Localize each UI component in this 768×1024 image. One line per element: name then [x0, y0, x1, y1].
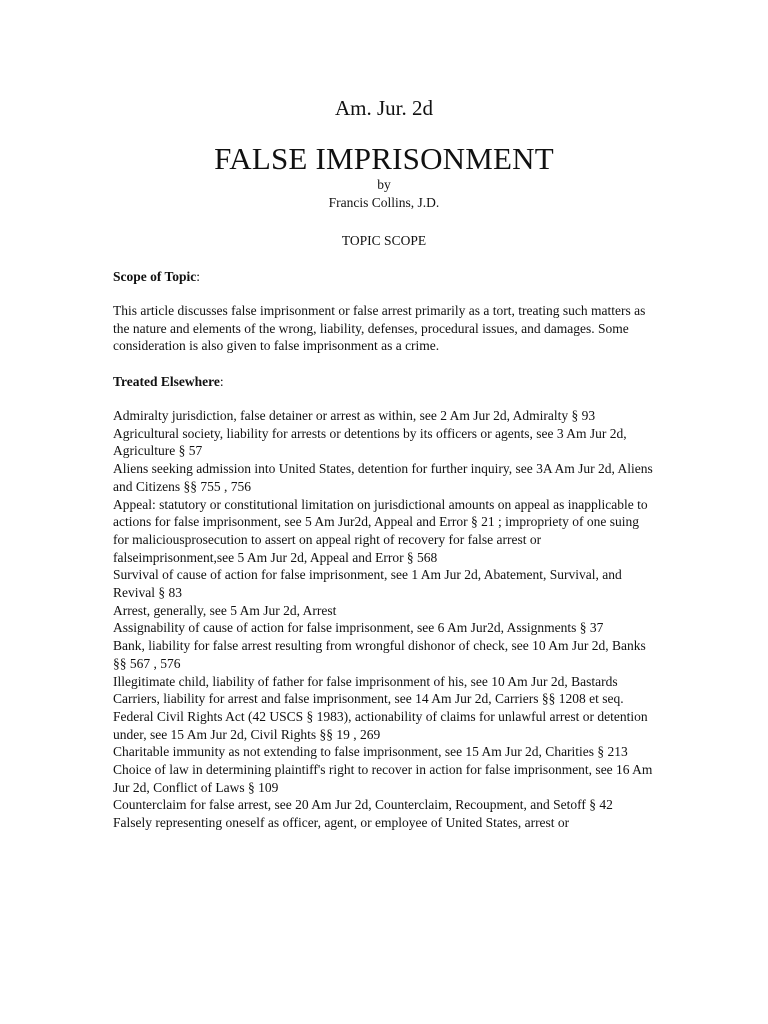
list-item: Agricultural society, liability for arrests or detentions by its officers or agents, see 3 Am Jur 2d, Agriculture § 57 [113, 425, 627, 459]
list-item: Bank, liability for false arrest resulting from wrongful dishonor of check, see 10 Am Jur 2d, Banks §§ 567 , 576 [113, 638, 646, 671]
treated-elsewhere-list [113, 407, 658, 832]
list-item: Counterclaim for false arrest, see 20 Am Jur 2d, Counterclaim, Recoupment, and Setoff § 42 [113, 797, 613, 813]
article-title: FALSE IMPRISONMENT [214, 141, 554, 176]
list-item: Assignability of cause of action for false imprisonment, see 6 Am Jur2d, Assignments § 37 [113, 620, 604, 636]
topic-scope-heading: TOPIC SCOPE [341, 233, 427, 248]
list-item: Admiralty jurisdiction, false detainer or arrest as within, see 2 Am Jur 2d, Admiralty § 93 [113, 408, 596, 423]
list-item: Charitable immunity as not extending to false imprisonment, see 15 Am Jur 2d, Charities § 213 [113, 744, 628, 760]
list-item: Survival of cause of action for false imprisonment, see 1 Am Jur 2d, Abatement, Survival, and Revival § 83 [113, 567, 622, 601]
list-item: Aliens seeking admission into United States, detention for further inquiry, see 3A Am Jur 2d, Aliens and Citizens §§ 755 , 756 [113, 461, 653, 494]
byline [0, 176, 768, 212]
by-label: by [377, 177, 391, 192]
list-item: Arrest, generally, see 5 Am Jur 2d, Arrest [113, 602, 337, 618]
list-item: Appeal: statutory or constitutional limitation on jurisdictional amounts on appeal as inapplicable to actions for false imprisonment, see 5 Am Jur2d, Appeal and Error § 21 ; impropriety of one suing for maliciousprosecution to assert on appeal right of recovery for false arrest or falseimprisonment,see 5 Am Jur 2d, Appeal and Error § 568 [113, 496, 648, 565]
list-item: Choice of law in determining plaintiff's right to recover in action for false imprisonment, see 16 Am Jur 2d, Conflict of Laws § 109 [113, 762, 653, 795]
author-name: Francis Collins, J.D. [328, 195, 440, 210]
treated-elsewhere-heading [113, 373, 658, 391]
list-item: Federal Civil Rights Act (42 USCS § 1983), actionability of claims for unlawful arrest or detention under, see 15 Am Jur 2d, Civil Rights §§ 19 , 269 [113, 708, 648, 742]
treated-label: Treated Elsewhere [113, 374, 220, 389]
scope-text: This article discusses false imprisonment or false arrest primarily as a tort, treating such matters as the nature and elements of the wrong, liability, defenses, procedural issues, and damages. Some consideration is also given to false imprisonment as a crime. [113, 303, 646, 354]
scope-label: Scope of Topic [113, 269, 197, 284]
scope-label-colon: : [196, 269, 201, 284]
series-title: Am. Jur. 2d [334, 96, 433, 120]
scope-of-topic-heading [113, 268, 658, 286]
treated-label-colon: : [219, 374, 224, 389]
list-item: Carriers, liability for arrest and false imprisonment, see 14 Am Jur 2d, Carriers §§ 1208 et seq. [113, 691, 624, 707]
list-item: Falsely representing oneself as officer, agent, or employee of United States, arrest or [113, 815, 570, 831]
list-item: Illegitimate child, liability of father for false imprisonment of his, see 10 Am Jur 2d, Bastards [113, 673, 618, 689]
scope-paragraph [113, 302, 658, 355]
